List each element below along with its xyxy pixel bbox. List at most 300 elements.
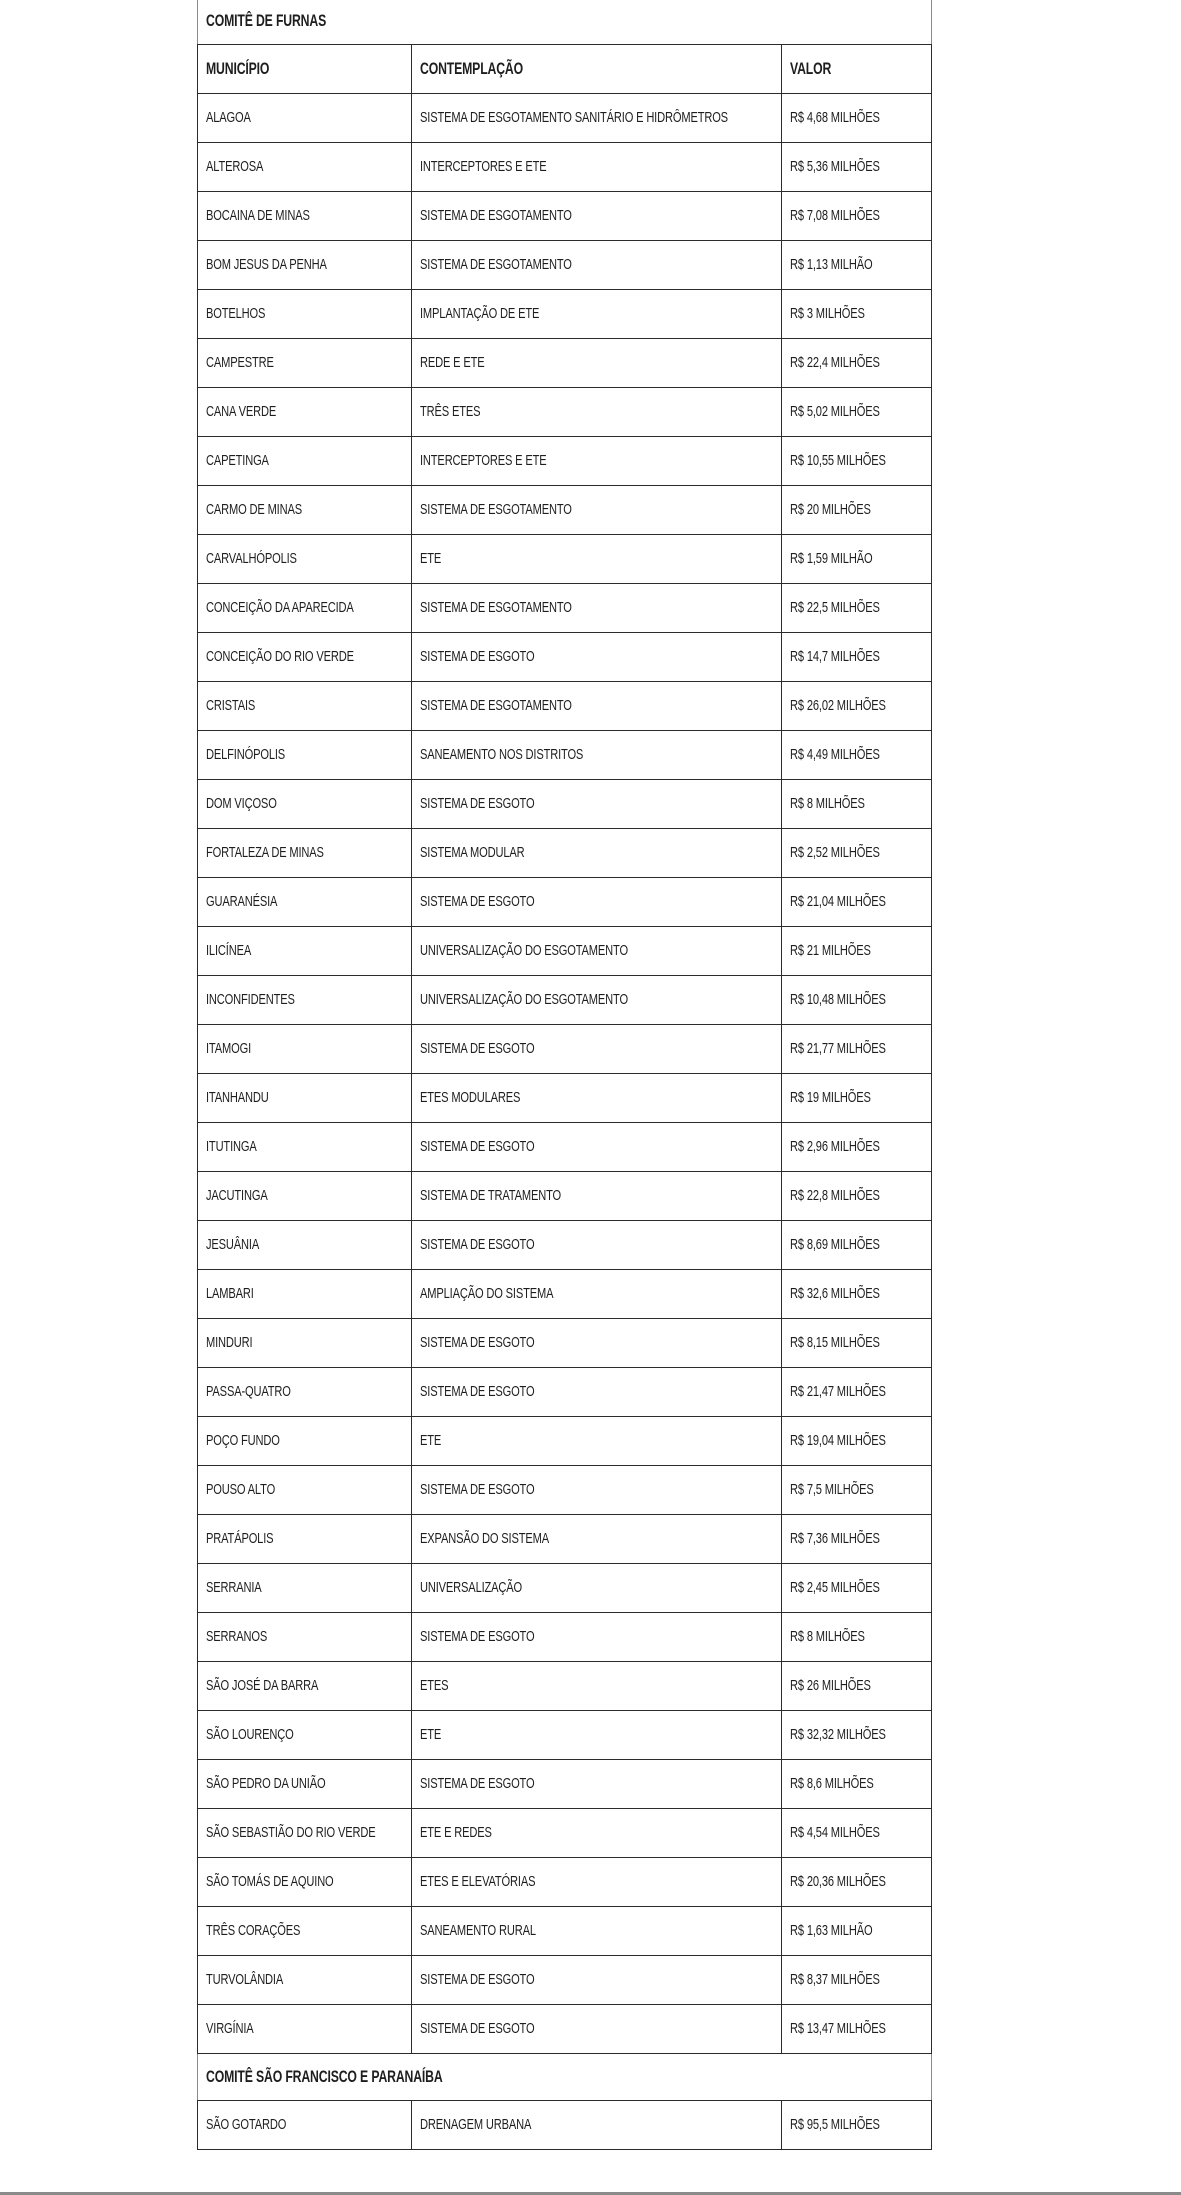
table-row [198,1221,932,1270]
contemplacao-text: SISTEMA MODULAR [420,844,525,861]
table-row [198,1809,932,1858]
table-row [198,927,932,976]
contemplacao-text: SANEAMENTO NOS DISTRITOS [420,746,584,763]
valor-amount-cell [782,976,932,1025]
municipio-name-cell [198,1025,412,1074]
municipio-name-cell [198,94,412,143]
valor-amount-cell [782,1858,932,1907]
contemplacao-text: ETE [420,550,442,567]
municipio-name: JACUTINGA [206,1187,268,1204]
valor-amount-cell [782,682,932,731]
municipio-name-cell [198,731,412,780]
contemplacao-text: ETE E REDES [420,1824,492,1841]
contemplacao-text-cell [412,143,782,192]
contemplacao-text-cell [412,1613,782,1662]
table-row [198,1662,932,1711]
contemplacao-text-cell [412,535,782,584]
valor-amount: R$ 8,15 MILHÕES [790,1334,880,1351]
municipio-name: SÃO PEDRO DA UNIÃO [206,1775,326,1792]
municipio-name-cell [198,2005,412,2054]
valor-amount-cell [782,1662,932,1711]
contemplacao-text: EXPANSÃO DO SISTEMA [420,1530,549,1547]
valor-amount: R$ 20 MILHÕES [790,501,871,518]
contemplacao-text: SISTEMA DE ESGOTO [420,1628,535,1645]
municipio-name-cell [198,1074,412,1123]
municipio-name-cell [198,1809,412,1858]
contemplacao-text-cell [412,1907,782,1956]
contemplacao-text: ETES [420,1677,449,1694]
municipio-name-cell [198,1858,412,1907]
valor-amount-cell [782,1760,932,1809]
municipio-name: PRATÁPOLIS [206,1530,274,1547]
contemplacao-text-cell [412,2005,782,2054]
valor-amount-cell [782,1025,932,1074]
valor-amount: R$ 8,6 MILHÕES [790,1775,874,1792]
contemplacao-text-cell [412,388,782,437]
contemplacao-text: ETE [420,1432,442,1449]
valor-amount: R$ 1,13 MILHÃO [790,256,873,273]
table-row [198,1564,932,1613]
contemplacao-text: SISTEMA DE ESGOTAMENTO [420,697,572,714]
contemplacao-text: SISTEMA DE ESGOTO [420,1138,535,1155]
municipio-name-cell [198,682,412,731]
valor-amount: R$ 8 MILHÕES [790,1628,865,1645]
municipio-name: DELFINÓPOLIS [206,746,286,763]
municipio-name-cell [198,290,412,339]
table-row [198,731,932,780]
valor-amount-cell [782,2101,932,2150]
contemplacao-text-cell [412,731,782,780]
contemplacao-text-cell [412,1123,782,1172]
column-header-contemplacao-cell [412,45,782,94]
municipio-name-cell [198,1123,412,1172]
municipio-name: BOCAINA DE MINAS [206,207,310,224]
contemplacao-text-cell [412,1515,782,1564]
valor-amount: R$ 14,7 MILHÕES [790,648,880,665]
contemplacao-text: SISTEMA DE ESGOTAMENTO [420,256,572,273]
contemplacao-text: SISTEMA DE ESGOTO [420,893,535,910]
table-row [198,290,932,339]
section-title-cell [198,0,932,45]
municipio-name: MINDURI [206,1334,253,1351]
section-title: COMITÊ SÃO FRANCISCO E PARANAÍBA [206,2066,443,2086]
contemplacao-text-cell [412,192,782,241]
valor-amount: R$ 22,8 MILHÕES [790,1187,880,1204]
valor-amount: R$ 26,02 MILHÕES [790,697,886,714]
contemplacao-text-cell [412,1074,782,1123]
valor-amount-cell [782,192,932,241]
valor-amount-cell [782,1074,932,1123]
contemplacao-text: SISTEMA DE ESGOTO [420,1236,535,1253]
valor-amount-cell [782,878,932,927]
table-row [198,2005,932,2054]
municipio-name-cell [198,1711,412,1760]
contemplacao-text-cell [412,1172,782,1221]
column-header-contemplacao: CONTEMPLAÇÃO [420,58,523,78]
municipio-name: CARMO DE MINAS [206,501,302,518]
municipio-name-cell [198,633,412,682]
municipio-name-cell [198,1564,412,1613]
contemplacao-text-cell [412,1711,782,1760]
contemplacao-text: UNIVERSALIZAÇÃO [420,1579,523,1596]
municipio-name: ALAGOA [206,109,251,126]
table-row [198,535,932,584]
valor-amount-cell [782,2005,932,2054]
municipio-name-cell [198,437,412,486]
table-row [198,1466,932,1515]
valor-amount-cell [782,339,932,388]
valor-amount-cell [782,1809,932,1858]
municipio-name-cell [198,976,412,1025]
municipio-name-cell [198,1172,412,1221]
municipio-name-cell [198,780,412,829]
contemplacao-text-cell [412,829,782,878]
municipio-name-cell [198,1662,412,1711]
municipio-name: CRISTAIS [206,697,256,714]
valor-amount-cell [782,290,932,339]
valor-amount-cell [782,437,932,486]
valor-amount: R$ 20,36 MILHÕES [790,1873,886,1890]
municipio-name-cell [198,1368,412,1417]
municipio-name: CONCEIÇÃO DA APARECIDA [206,599,354,616]
municipio-name-cell [198,486,412,535]
valor-amount: R$ 19 MILHÕES [790,1089,871,1106]
section-title: COMITÊ DE FURNAS [206,10,327,30]
funding-table-body [198,0,932,2150]
valor-amount: R$ 5,36 MILHÕES [790,158,880,175]
contemplacao-text: SISTEMA DE ESGOTO [420,1040,535,1057]
valor-amount: R$ 4,54 MILHÕES [790,1824,880,1841]
column-header-municipio-cell [198,45,412,94]
municipio-name: POÇO FUNDO [206,1432,280,1449]
valor-amount-cell [782,1319,932,1368]
contemplacao-text: SISTEMA DE ESGOTO [420,1383,535,1400]
valor-amount: R$ 26 MILHÕES [790,1677,871,1694]
contemplacao-text-cell [412,780,782,829]
municipio-name-cell [198,1417,412,1466]
municipio-name: ITANHANDU [206,1089,269,1106]
contemplacao-text: SISTEMA DE ESGOTAMENTO [420,207,572,224]
section-header-row [198,0,932,45]
table-row [198,976,932,1025]
table-row [198,388,932,437]
contemplacao-text-cell [412,682,782,731]
valor-amount: R$ 7,36 MILHÕES [790,1530,880,1547]
municipio-name-cell [198,878,412,927]
municipio-name-cell [198,1270,412,1319]
municipio-name: POUSO ALTO [206,1481,276,1498]
valor-amount-cell [782,94,932,143]
municipio-name-cell [198,2101,412,2150]
valor-amount: R$ 10,55 MILHÕES [790,452,886,469]
municipio-name-cell [198,388,412,437]
contemplacao-text: SISTEMA DE ESGOTAMENTO [420,501,572,518]
column-header-municipio: MUNICÍPIO [206,58,270,78]
valor-amount-cell [782,1515,932,1564]
contemplacao-text-cell [412,241,782,290]
contemplacao-text: INTERCEPTORES E ETE [420,158,547,175]
contemplacao-text-cell [412,633,782,682]
contemplacao-text-cell [412,927,782,976]
valor-amount-cell [782,1221,932,1270]
table-row [198,780,932,829]
municipio-name-cell [198,1319,412,1368]
contemplacao-text: ETES MODULARES [420,1089,521,1106]
municipio-name: TURVOLÂNDIA [206,1971,284,1988]
contemplacao-text-cell [412,94,782,143]
contemplacao-text-cell [412,1025,782,1074]
municipio-name: CONCEIÇÃO DO RIO VERDE [206,648,354,665]
municipio-name: TRÊS CORAÇÕES [206,1922,301,1939]
contemplacao-text-cell [412,1368,782,1417]
valor-amount-cell [782,780,932,829]
municipio-name-cell [198,1515,412,1564]
municipio-name-cell [198,927,412,976]
table-row [198,486,932,535]
municipio-name-cell [198,1956,412,2005]
valor-amount: R$ 2,45 MILHÕES [790,1579,880,1596]
municipio-name: CANA VERDE [206,403,277,420]
table-row [198,829,932,878]
municipio-name: FORTALEZA DE MINAS [206,844,324,861]
municipio-name: ITUTINGA [206,1138,257,1155]
valor-amount: R$ 2,96 MILHÕES [790,1138,880,1155]
table-row [198,1319,932,1368]
contemplacao-text-cell [412,486,782,535]
table-row [198,1907,932,1956]
table-row [198,192,932,241]
municipio-name-cell [198,339,412,388]
table-row [198,1515,932,1564]
valor-amount-cell [782,584,932,633]
contemplacao-text-cell [412,1760,782,1809]
contemplacao-text-cell [412,1956,782,2005]
municipio-name-cell [198,192,412,241]
contemplacao-text-cell [412,1466,782,1515]
contemplacao-text: ETE [420,1726,442,1743]
column-header-row [198,45,932,94]
municipio-name-cell [198,1760,412,1809]
valor-amount: R$ 8 MILHÕES [790,795,865,812]
valor-amount-cell [782,388,932,437]
contemplacao-text-cell [412,584,782,633]
table-row [198,1172,932,1221]
table-row [198,878,932,927]
valor-amount-cell [782,731,932,780]
valor-amount: R$ 4,49 MILHÕES [790,746,880,763]
valor-amount-cell [782,143,932,192]
municipio-name-cell [198,535,412,584]
valor-amount-cell [782,241,932,290]
table-row [198,2101,932,2150]
table-row [198,437,932,486]
table-row [198,143,932,192]
municipio-name-cell [198,143,412,192]
valor-amount: R$ 1,63 MILHÃO [790,1922,873,1939]
contemplacao-text: INTERCEPTORES E ETE [420,452,547,469]
valor-amount-cell [782,1613,932,1662]
valor-amount: R$ 5,02 MILHÕES [790,403,880,420]
contemplacao-text-cell [412,2101,782,2150]
valor-amount-cell [782,486,932,535]
table-row [198,584,932,633]
municipio-name: BOM JESUS DA PENHA [206,256,327,273]
municipio-name: ALTEROSA [206,158,264,175]
contemplacao-text: TRÊS ETES [420,403,481,420]
contemplacao-text-cell [412,339,782,388]
municipio-name: SÃO LOURENÇO [206,1726,294,1743]
contemplacao-text: SISTEMA DE ESGOTO [420,1334,535,1351]
valor-amount: R$ 4,68 MILHÕES [790,109,880,126]
contemplacao-text: AMPLIAÇÃO DO SISTEMA [420,1285,554,1302]
municipio-name: SÃO TOMÁS DE AQUINO [206,1873,334,1890]
contemplacao-text: SISTEMA DE ESGOTO [420,2020,535,2037]
valor-amount: R$ 19,04 MILHÕES [790,1432,886,1449]
valor-amount: R$ 2,52 MILHÕES [790,844,880,861]
municipio-name-cell [198,829,412,878]
table-row [198,1025,932,1074]
table-row [198,1711,932,1760]
table-row [198,1858,932,1907]
table-row [198,633,932,682]
valor-amount-cell [782,1711,932,1760]
contemplacao-text: SISTEMA DE TRATAMENTO [420,1187,562,1204]
column-header-valor-cell [782,45,932,94]
contemplacao-text-cell [412,878,782,927]
valor-amount: R$ 8,69 MILHÕES [790,1236,880,1253]
contemplacao-text: SISTEMA DE ESGOTAMENTO [420,599,572,616]
valor-amount: R$ 8,37 MILHÕES [790,1971,880,1988]
municipio-name: PASSA-QUATRO [206,1383,291,1400]
valor-amount-cell [782,1956,932,2005]
municipio-name: SERRANIA [206,1579,262,1596]
table-row [198,94,932,143]
valor-amount: R$ 3 MILHÕES [790,305,865,322]
municipio-name: INCONFIDENTES [206,991,295,1008]
valor-amount-cell [782,1172,932,1221]
table-row [198,1123,932,1172]
valor-amount: R$ 13,47 MILHÕES [790,2020,886,2037]
table-row [198,1760,932,1809]
municipio-name: JESUÂNIA [206,1236,260,1253]
municipio-name-cell [198,241,412,290]
table-row [198,1417,932,1466]
municipio-name: BOTELHOS [206,305,266,322]
municipio-name: CAMPESTRE [206,354,274,371]
contemplacao-text-cell [412,1858,782,1907]
contemplacao-text-cell [412,1564,782,1613]
contemplacao-text: SISTEMA DE ESGOTO [420,1971,535,1988]
valor-amount-cell [782,829,932,878]
table-row [198,1074,932,1123]
municipio-name: GUARANÉSIA [206,893,278,910]
contemplacao-text: ETES E ELEVATÓRIAS [420,1873,536,1890]
valor-amount-cell [782,1466,932,1515]
contemplacao-text-cell [412,1662,782,1711]
municipio-name-cell [198,584,412,633]
valor-amount: R$ 21,77 MILHÕES [790,1040,886,1057]
municipio-name: ILICÍNEA [206,942,252,959]
valor-amount-cell [782,1123,932,1172]
contemplacao-text-cell [412,1809,782,1858]
municipio-name-cell [198,1613,412,1662]
valor-amount: R$ 21 MILHÕES [790,942,871,959]
contemplacao-text: REDE E ETE [420,354,485,371]
contemplacao-text-cell [412,1221,782,1270]
contemplacao-text: SISTEMA DE ESGOTAMENTO SANITÁRIO E HIDRÔMETROS [420,109,728,126]
contemplacao-text: UNIVERSALIZAÇÃO DO ESGOTAMENTO [420,942,628,959]
municipio-name: DOM VIÇOSO [206,795,277,812]
valor-amount-cell [782,1417,932,1466]
valor-amount: R$ 22,5 MILHÕES [790,599,880,616]
municipio-name-cell [198,1907,412,1956]
contemplacao-text: DRENAGEM URBANA [420,2116,532,2133]
valor-amount: R$ 7,5 MILHÕES [790,1481,874,1498]
contemplacao-text-cell [412,437,782,486]
municipio-name-cell [198,1221,412,1270]
table-row [198,682,932,731]
municipio-name: SÃO GOTARDO [206,2116,287,2133]
contemplacao-text: SISTEMA DE ESGOTO [420,648,535,665]
table-row [198,1613,932,1662]
municipio-name: LAMBARI [206,1285,254,1302]
valor-amount: R$ 7,08 MILHÕES [790,207,880,224]
municipio-name: CARVALHÓPOLIS [206,550,297,567]
contemplacao-text-cell [412,290,782,339]
municipio-name: SÃO SEBASTIÃO DO RIO VERDE [206,1824,376,1841]
column-header-valor: VALOR [790,58,832,78]
valor-amount-cell [782,1368,932,1417]
valor-amount: R$ 32,32 MILHÕES [790,1726,886,1743]
municipio-name: CAPETINGA [206,452,269,469]
valor-amount-cell [782,633,932,682]
table-row [198,339,932,388]
contemplacao-text: UNIVERSALIZAÇÃO DO ESGOTAMENTO [420,991,628,1008]
valor-amount-cell [782,535,932,584]
valor-amount: R$ 1,59 MILHÃO [790,550,873,567]
valor-amount-cell [782,927,932,976]
municipio-name: SERRANOS [206,1628,268,1645]
municipio-name: VIRGÍNIA [206,2020,254,2037]
municipio-name: SÃO JOSÉ DA BARRA [206,1677,319,1694]
contemplacao-text-cell [412,1270,782,1319]
contemplacao-text: SANEAMENTO RURAL [420,1922,536,1939]
table-row [198,1368,932,1417]
valor-amount: R$ 21,47 MILHÕES [790,1383,886,1400]
contemplacao-text: SISTEMA DE ESGOTO [420,1775,535,1792]
funding-table [197,0,932,2150]
municipio-name-cell [198,1466,412,1515]
table-row [198,241,932,290]
valor-amount: R$ 22,4 MILHÕES [790,354,880,371]
contemplacao-text-cell [412,976,782,1025]
contemplacao-text: SISTEMA DE ESGOTO [420,1481,535,1498]
valor-amount-cell [782,1270,932,1319]
valor-amount: R$ 95,5 MILHÕES [790,2116,880,2133]
valor-amount-cell [782,1907,932,1956]
contemplacao-text: IMPLANTAÇÃO DE ETE [420,305,540,322]
municipio-name: ITAMOGI [206,1040,252,1057]
valor-amount: R$ 32,6 MILHÕES [790,1285,880,1302]
section-title-cell [198,2054,932,2101]
section-header-row [198,2054,932,2101]
table-row [198,1956,932,2005]
contemplacao-text-cell [412,1417,782,1466]
valor-amount-cell [782,1564,932,1613]
valor-amount: R$ 21,04 MILHÕES [790,893,886,910]
contemplacao-text: SISTEMA DE ESGOTO [420,795,535,812]
table-row [198,1270,932,1319]
